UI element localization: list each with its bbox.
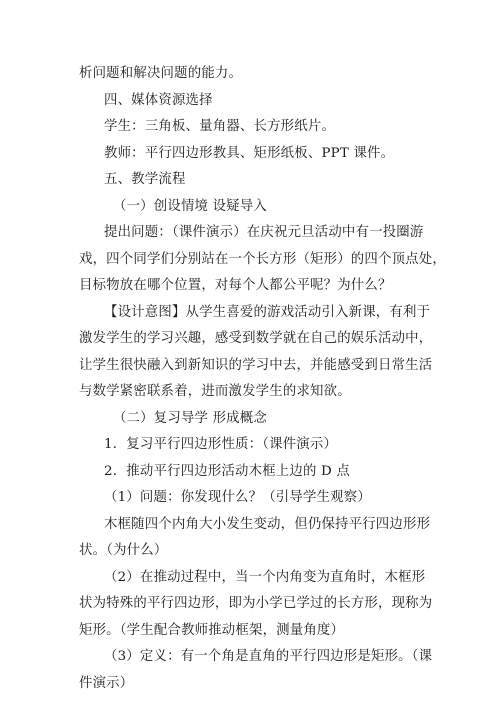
subsection-heading: （二）复习导学 形成概念 — [113, 411, 267, 426]
text-line: 状。（为什么） — [79, 543, 168, 558]
subsection-heading: （一）创设情境 设疑导入 — [113, 199, 267, 214]
text-line: 【设计意图】从学生喜爱的游戏活动引入新课，有利于 — [104, 305, 431, 320]
text-line: 矩形。（学生配合教师推动框架，测量角度） — [79, 623, 345, 638]
text-line: 学生：三角板、量角器、长方形纸片。 — [104, 119, 336, 134]
text-line: 与数学紧密联系着，进而激发学生的求知欲。 — [79, 384, 351, 399]
section-heading: 五、教学流程 — [104, 172, 186, 187]
text-line: 激发学生的学习兴趣，感受到数学就在自己的娱乐活动中， — [79, 331, 433, 346]
text-line: 目标物放在哪个位置，对每个人都公平呢？为什么？ — [79, 278, 392, 293]
text-line: （3）定义：有一个角是直角的平行四边形是矩形。（课 — [104, 649, 433, 664]
text-line: 提出问题：（课件演示）在庆祝元旦活动中有一投圈游 — [104, 225, 424, 240]
text-line: （2）在推动过程中，当一个内角变为直角时，木框形 — [104, 570, 426, 585]
text-line: 2．推动平行四边形活动木框上边的 D 点 — [104, 464, 351, 479]
text-line: （1）问题：你发现什么？（引导学生观察） — [104, 490, 371, 505]
section-heading: 四、媒体资源选择 — [104, 93, 213, 108]
text-line: 戏，四个同学们分别站在一个长方形（矩形）的四个顶点处， — [79, 252, 446, 267]
text-line: 析问题和解决问题的能力。 — [79, 66, 243, 81]
text-line: 1．复习平行四边形性质：（课件演示） — [104, 437, 338, 452]
text-line: 状为特殊的平行四边形，即为小学已学过的长方形，现称为 — [79, 596, 433, 611]
text-line: 教师：平行四边形教具、矩形纸板、PPT 课件。 — [104, 146, 395, 161]
text-line: 木框随四个内角大小发生变动，但仍保持平行四边形形 — [104, 517, 431, 532]
text-line: 让学生很快融入到新知识的学习中去，并能感受到日常生活 — [79, 358, 433, 373]
text-line: 件演示） — [79, 676, 134, 691]
